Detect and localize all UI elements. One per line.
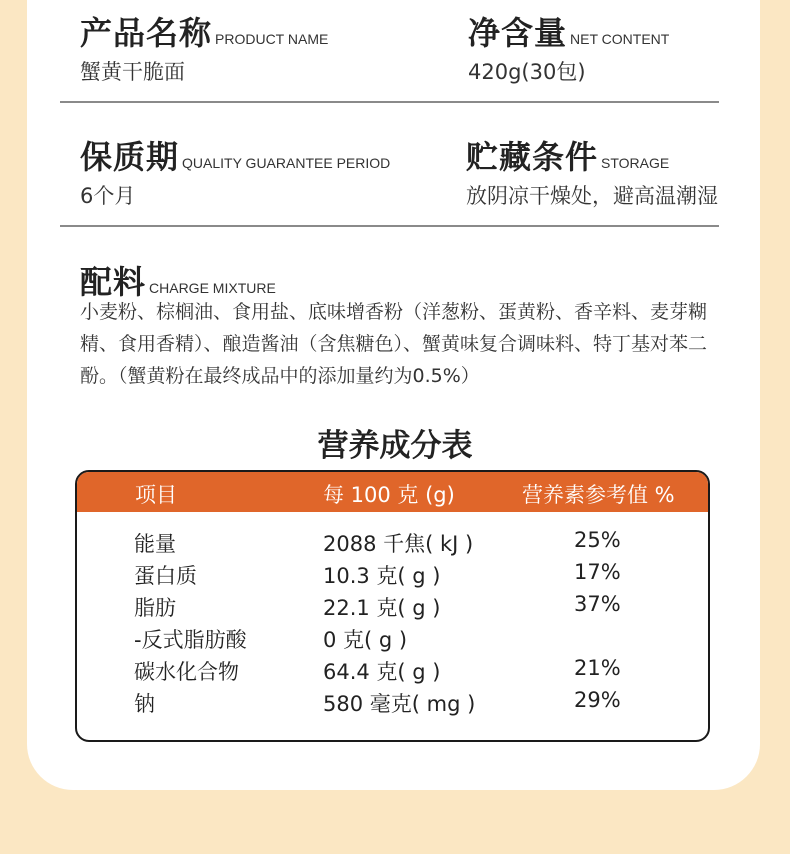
ingredients-title: 配料 — [80, 263, 147, 301]
nutrient-name: 能量 — [134, 532, 176, 556]
shelf-life-title: 保质期 — [80, 138, 180, 176]
nutrition-table — [75, 470, 710, 742]
column-header-nrv: 营养素参考值 % — [522, 483, 675, 507]
storage-section — [466, 132, 718, 210]
nutrient-amount: 64.4 克( g ) — [323, 660, 441, 684]
column-header-item: 项目 — [135, 483, 177, 507]
column-header-per-100g: 每 100 克 (g) — [323, 483, 455, 507]
nutrient-amount: 10.3 克( g ) — [323, 564, 441, 588]
nutrient-nrv: 37% — [574, 592, 621, 616]
ingredients-title-en: CHARGE MIXTURE — [149, 280, 276, 296]
product-name-section — [80, 8, 328, 86]
nutrient-name: 钠 — [134, 692, 155, 716]
nutrient-name: 碳水化合物 — [134, 660, 239, 684]
ingredients-text: 小麦粉、棕榈油、食用盐、底味增香粉（洋葱粉、蛋黄粉、香辛料、麦芽糊精、食用香精）、酿造酱油（含焦糖色）、蟹黄味复合调味料、特丁基对苯二酚。（蟹黄粉在最终成品中的添加量约为0.5%） — [80, 301, 708, 387]
nutrient-amount: 22.1 克( g ) — [323, 596, 441, 620]
storage-title: 贮藏条件 — [466, 138, 599, 176]
nutrient-nrv: 29% — [574, 688, 621, 712]
nutrition-table-header — [77, 472, 708, 512]
nutrient-name: -反式脂肪酸 — [134, 628, 247, 652]
product-name-title-en: PRODUCT NAME — [215, 31, 329, 47]
storage-value: 放阴凉干燥处，避高温潮湿 — [466, 184, 718, 208]
storage-title-en: STORAGE — [601, 155, 670, 171]
nutrient-amount: 2088 千焦( kJ ) — [323, 532, 474, 556]
net-content-title-en: NET CONTENT — [570, 31, 670, 47]
product-name-title: 产品名称 — [80, 14, 213, 52]
net-content-value: 420g(30包) — [468, 60, 586, 84]
shelf-life-title-en: QUALITY GUARANTEE PERIOD — [182, 155, 391, 171]
product-name-value: 蟹黄干脆面 — [80, 60, 185, 84]
divider — [60, 101, 719, 103]
nutrient-name: 脂肪 — [134, 596, 176, 620]
nutrient-amount: 0 克( g ) — [323, 628, 408, 652]
shelf-life-value: 6个月 — [80, 184, 136, 208]
shelf-life-section — [80, 132, 390, 210]
nutrient-name: 蛋白质 — [134, 564, 197, 588]
nutrition-table-title: 营养成分表 — [317, 428, 473, 464]
nutrient-amount: 580 毫克( mg ) — [323, 692, 476, 716]
net-content-section — [468, 8, 669, 86]
nutrient-nrv: 21% — [574, 656, 621, 680]
net-content-title: 净含量 — [468, 14, 568, 52]
nutrient-nrv: 17% — [574, 560, 621, 584]
nutrient-nrv: 25% — [574, 528, 621, 552]
divider — [60, 225, 719, 227]
